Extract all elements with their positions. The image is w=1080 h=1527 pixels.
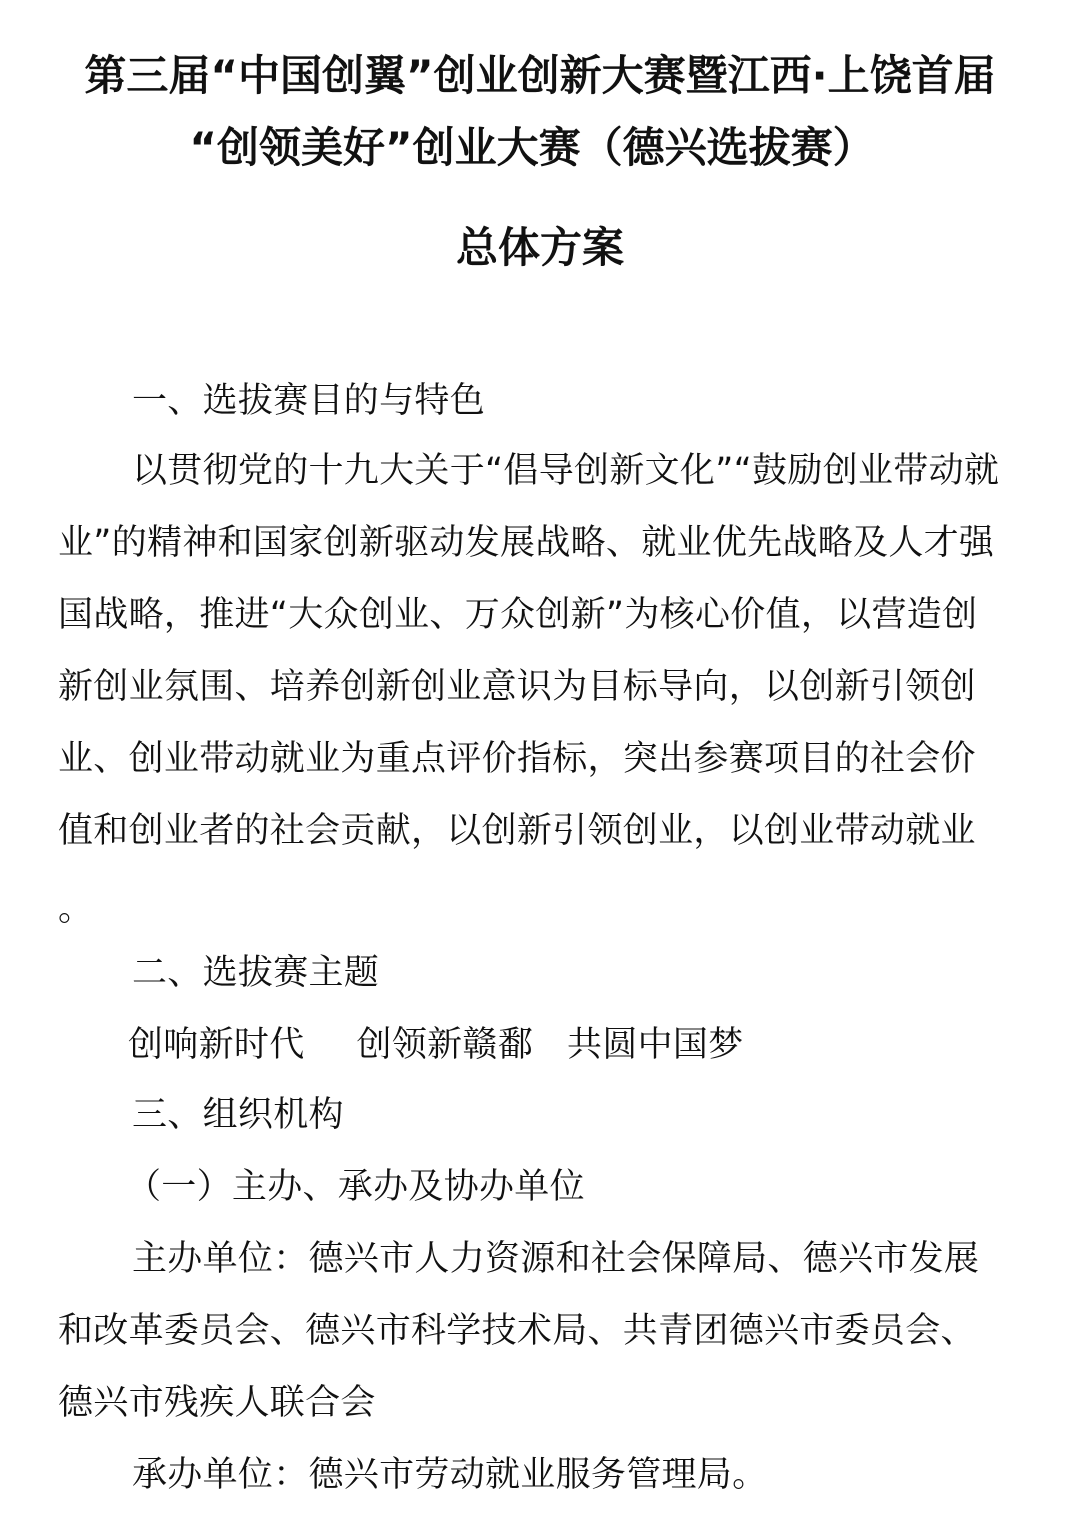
paragraph-line: 。 xyxy=(58,889,94,929)
paragraph-line: 值和创业者的社会贡献，以创新引领创业，以创业带动就业 xyxy=(58,811,976,851)
paragraph-line: 业、创业带动就业为重点评价指标，突出参赛项目的社会价 xyxy=(58,739,976,779)
paragraph-line: 业”的精神和国家创新驱动发展战略、就业优先战略及人才强 xyxy=(58,523,995,563)
theme-item: 创领新赣鄱 xyxy=(356,1025,534,1065)
organizer-line: 德兴市残疾人联合会 xyxy=(58,1383,376,1423)
paragraph-line: 以贯彻党的十九大关于“倡导创新文化”“鼓励创业带动就 xyxy=(132,451,1000,491)
section-3-subheading: （一）主办、承办及协办单位 xyxy=(126,1167,585,1207)
theme-item: 共圆中国梦 xyxy=(567,1025,744,1065)
organizer-line: 和改革委员会、德兴市科学技术局、共青团德兴市委员会、 xyxy=(58,1311,976,1351)
paragraph-line: 国战略，推进“大众创业、万众创新”为核心价值，以营造创 xyxy=(58,595,978,635)
organizer-line: 主办单位：德兴市人力资源和社会保障局、德兴市发展 xyxy=(132,1239,980,1279)
undertaker-line: 承办单位：德兴市劳动就业服务管理局。 xyxy=(132,1455,768,1495)
document-title-line-1: 第三届“中国创翼”创业创新大赛暨江西·上饶首届 xyxy=(84,51,996,100)
section-1-heading: 一、选拔赛目的与特色 xyxy=(132,381,486,421)
theme-line xyxy=(128,1024,744,1066)
theme-item: 创响新时代 xyxy=(128,1025,305,1065)
paragraph-line: 新创业氛围、培养创新创业意识为目标导向，以创新引领创 xyxy=(58,667,976,707)
section-3-heading: 三、组织机构 xyxy=(132,1095,344,1135)
section-2-heading: 二、选拔赛主题 xyxy=(132,953,380,993)
document-title-line-2: “创领美好”创业大赛（德兴选拔赛） xyxy=(189,123,875,172)
document-title-line-3: 总体方案 xyxy=(455,223,624,272)
